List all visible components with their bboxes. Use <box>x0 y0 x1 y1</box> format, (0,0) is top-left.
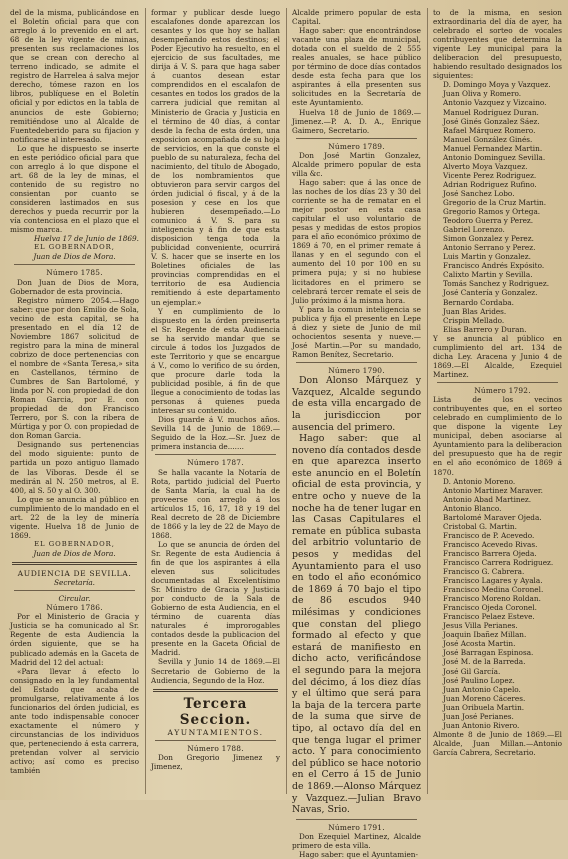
list-item: Francisco Ojeda Coronel. <box>443 603 537 613</box>
notice-number: Número 1792. <box>474 385 531 395</box>
paragraph: Hago saber: que á las once de las noches de los días 23 y 30 del corriente se ha de rematar en el mejor postor en esta casa capitular el uso voluntario de pesas y medidas de estos propios para el año económico próximo de 1869 á 70, en el primer remate á llanas y en el segundo con el aumento del 10 por 100 en su primera puja; y si no hubiese licitadores en el primero se celebrará tercer remate el seis de Julio próximo á la misma hora. <box>292 178 421 305</box>
paragraph: Alcalde primero popular de esta Capital. <box>292 8 421 27</box>
governor-name: Juan de Dios de Mora. <box>33 252 116 262</box>
list-item: Francisco Pelaez Esteve. <box>443 612 535 622</box>
name-list <box>433 477 562 730</box>
list-item: Cristobal G. Martin. <box>443 521 517 531</box>
list-item: Jesus Villa Perianes. <box>443 621 518 631</box>
list-item: Antonio Blanco. <box>443 503 502 513</box>
section-subheading: Secretaría. <box>54 578 95 588</box>
list-item: Francisco G. Cabrera. <box>443 567 525 577</box>
paragraph: Don Ezequiel Martinez, Alcalde primero de esta villa. <box>292 831 421 850</box>
list-item: Bartolomé Maraver Ojeda. <box>443 512 542 522</box>
list-item: Francisco Moreno Roldan. <box>443 594 541 604</box>
list-item: D. Domingo Moya y Vazquez. <box>443 80 551 90</box>
section-heading: AUDIENCIA DE SEVILLA. <box>17 568 132 578</box>
paragraph: Don José Martin Gonzalez, Alcalde primero popular de esta villa &c. <box>292 150 421 178</box>
governor-label: EL GOBERNADOR, <box>34 243 115 252</box>
notice-number: Número 1788. <box>187 743 244 753</box>
list-item: Antonio Dominguez Sevilla. <box>443 152 546 162</box>
notice-number: Número 1786. <box>46 603 103 613</box>
list-item: Manuel Fernandez Martin. <box>443 143 543 153</box>
list-item: Alverto Moya Vazquez. <box>443 161 528 171</box>
section-divider <box>12 562 137 565</box>
list-item: Juan Antonio Capelo. <box>443 684 521 694</box>
paragraph: del de la misma, publicándose en el Boletín oficial para que con arreglo á lo prevenido en el art. 68 de la ley vigente de minas, presenten sus reclamaciones los que se crean con derecho al terreno indicado, se admite el registro de Harrelea á salva mejor derecho, tómese razon en los libros, publíquese en el Boletín oficial y por edictos en la tabla de anuncios de este Gobierno; remitiéndose uno al Alcalde de Fuentedeberido para su fijacion y notificarse al interesado. <box>10 8 139 144</box>
list-item: Tomás Sanchez y Rodriguez. <box>443 279 550 289</box>
list-item: Antonio Abad Martinez. <box>443 494 532 504</box>
column-3 <box>286 8 421 859</box>
list-item: Antonio Vazquez y Vizcaino. <box>443 98 547 108</box>
list-item: D. Antonio Moreno. <box>443 476 516 486</box>
paragraph: Hago saber: que al noveno día contados desde en que aparezca inserto este anuncio en el Boletín oficial de esta provincia, y entre ocho y nueve de la noche ha de tener lugar en las Casas Capitulares el remate en pública subasta del arbitrio voluntario de pesos y medidas del Ayuntamiento para el uso en todo el año económico de 1869 á 70 bajo el tipo de 86 escudos 940 milésimas y condiciones que constan del pliego formado al efecto y que estará de manifiesto en dicho acto, verificándose el segundo para la mejora del décimo, á los diez días y el último que será para la baja de la tercera parte de la suma que sirve de tipo, al octavo día del en que tenga lugar el primer acto. Y para conocimiento del público se hace notorio en el Cerro á 15 de Junio de 1869.—Alonso Márquez y Vazquez.—Julian Bravo Navas, Srio. <box>292 433 421 816</box>
list-item: Francisco Acevedo Rivas. <box>443 539 538 549</box>
list-item: José Cantería y Gonzalez. <box>443 288 538 298</box>
list-item: José Acosta Martin. <box>443 639 516 649</box>
paragraph: to de la misma, en sesion extraordinaria del día de ayer, ha celebrado el sorteo de vocales contribuyentes que determina la vigente Ley municipal para la deliberacion del presupuesto, habiendo resultado designados los siguientes: <box>433 8 562 81</box>
list-item: José Barragan Espinosa. <box>443 648 534 658</box>
list-item: José Ginés Gonzalez Sáez. <box>443 116 540 126</box>
notice-number: Número 1787. <box>187 458 244 468</box>
divider <box>155 740 276 741</box>
section-subtitle: AYUNTAMIENTOS. <box>167 727 264 737</box>
paragraph: Hago saber: que el Ayuntamien- <box>299 850 418 859</box>
paragraph: Lo que se anuncia al público en cumplimiento de lo mandado en el art. 22 de la ley de minería vigente. Huelva 18 de Junio de 1869. <box>10 494 139 540</box>
list-item: Teodoro Guerra y Perez. <box>443 216 534 226</box>
paragraph: Dios guarde á V. muchos años. Sevilla 14 de Junio de 1869.—Seguido de la Hoz.—Sr. Juez de primera instancia de....... <box>151 415 280 452</box>
paragraph: Se halla vacante la Notaría de Rota, partido judicial del Puerto de Santa María, la cual ha de proveerse con arreglo á los artículos 15, 16, 17, 18 y 19 del Real decreto de 28 de Diciembre de 1866 y la ley de 22 de Mayo de 1868. <box>151 467 280 540</box>
list-item: José Paulino Lopez. <box>443 675 515 685</box>
divider <box>14 590 135 591</box>
paragraph: Hago saber: que encontrándose vacante una plaza de municipal, dotada con el sueldo de 2 555 reales anuales, se hace público por término de doce días contados desde esta fecha para que los aspirantes á ella presenten sus solicitudes en la Secretaría de este Ayuntamiento. <box>292 26 421 108</box>
paragraph: Don Gregorio Jimenez y Jimenez, <box>151 752 280 771</box>
paragraph: Lista de los vecinos contribuyentes que, en el sorteo celebrado en cumplimiento de lo que dispone la vigente Ley municipal, deben asociarse al Ayuntamiento para la deliberacion del presupuesto que ha de regir en el año económico de 1869 á 1870. <box>433 395 562 477</box>
notice-number: Número 1785. <box>46 268 103 278</box>
list-item: Francisco Lagares y Ayala. <box>443 576 543 586</box>
paragraph: Y en cumplimiento de lo dispuesto en la órden preinserta el Sr. Regente de esta Audiencia se ha servido mandar que se circule á todos los Juzgados de este Territorio y que se encargue á V., como lo verifico de su órden, que procure darle toda la publicidad posible, á fin de que llegue a conocimiento de todas las personas á quienes pueda interesar su contenido. <box>151 306 280 416</box>
list-item: Gabriel Lorenzo. <box>443 225 505 235</box>
list-item: Joaquin Ibañez Millan. <box>443 630 527 640</box>
paragraph: Por el Ministerio de Gracia y Justicia se ha comunicado al Sr. Regente de esta Audiencia la órden siguiente, que se ha publicado además en la Gaceta de Madrid del 12 del actual: <box>10 612 139 667</box>
paragraph: «Para llevar á efecto lo consignado en la ley fundamental del Estado que acaba de promulgarse, relativamente á los funcionarios del órden judicial, es ante todo indispensable conocer exactamente el número y circunstancias de los individuos que, perteneciendo á esta carrera, pretendan volver al servicio activo; así como es preciso también <box>10 666 139 776</box>
paragraph: Y para la comun inteligencia se publica y fija el presente en Lepe á diez y siete de Junio de mil ochocientos sesenta y nueve.—José Martin.—Por su mandado, Ramon Benítez, Secretario. <box>292 304 421 359</box>
list-item: Juan Antonio Rivero. <box>443 720 520 730</box>
list-item: Antonio Martinez Maraver. <box>443 485 543 495</box>
section-divider <box>153 689 278 692</box>
paragraph: Huelva 18 de Junio de 1869.—Jimenez.—P. A. D. A., Enrique Gaimero, Secretario. <box>292 107 421 135</box>
paragraph: Don Juan de Dios de Mora, Gobernador de esta provincia. <box>10 277 139 296</box>
list-item: Francisco de P. Acevedo. <box>443 530 535 540</box>
paragraph: Y se anuncia al público en cumplimiento del art. 134 de dicha Ley. Aracena y Junio 4 de 1869.—El Alcalde, Ezequiel Martinez. <box>433 333 562 379</box>
list-item: Simon Gonzalez y Perez. <box>443 234 534 244</box>
notice-number: Número 1791. <box>328 822 385 832</box>
list-item: José Gil García. <box>443 666 501 676</box>
paragraph: Don Alonso Márquez y Vazquez, Alcalde segundo de esta villa encargado de la jurisdiccion por ausencia del primero. <box>292 375 421 433</box>
column-2 <box>145 8 280 794</box>
list-item: Juan Blas Arides. <box>443 306 507 316</box>
paragraph: formar y publicar desde luego escalafones donde aparezcan los cesantes y los que hoy se hallan desempeñando estos destinos; el Poder Ejecutivo ha resuelto, en el ejercicio de sus facultades, me dirija á V. S. para que haga saber á cuantos desean estar comprendidos en el escalafon de cesantes en todos los grados de la carrera judicial que remitan al Ministerio de Gracia y Justicia en el término de 40 días, á contar desde la fecha de esta órden, una exposicion acompañada de su hoja de servicios, en la que conste el pueblo de su naturaleza, fecha del nacimiento, del título de Abogado, de los nombramientos que obtuvieron para servir cargos del órden judicial ó fiscal, y á de la posesion y cese en los que hubieren desempeñado.—Lo comunico á V. S. para su inteligencia y á fin de que esta disposicion tenga toda la publicidad conveniente, ocurrirá V. S. hacer que se inserte en los Boletines oficiales de las provincias comprendidas en el territorio de esa Audiencia remitiendo á este departamento un ejemplar.» <box>151 8 280 307</box>
list-item: Crispin Mellado. <box>443 315 505 325</box>
circular-label: Circular. <box>58 594 91 604</box>
list-item: Manuel González Ginés. <box>443 134 533 144</box>
paragraph: Registro número 2054.—Hago saber: que por don Emilio de Sola, vecino de esta capital, se ha presentado en el día 12 de Noviembre 1867 solicitud de registro para la mina de mineral cobrizo de doce pertenencias con el nombre de «Santa Teresa,» sita en Castellanos, término de Cumbres de San Bartolomé, y linda por N. con propiedad de don Roman Garcia, por E. con propiedad de don Francisco Terrero, por S. con la ribera de Múrtiga y por O. con propiedad de don Roman Garcia. <box>10 295 139 441</box>
divider <box>296 819 417 820</box>
list-item: Francisco Carrera Rodriguez. <box>443 557 554 567</box>
notice-number: Número 1789. <box>328 141 385 151</box>
list-item: José M. de la Barreda. <box>443 657 526 667</box>
governor-label: EL GOBERNADOR, <box>34 539 115 548</box>
divider <box>14 264 135 265</box>
list-item: José Sanchez Lobo. <box>443 188 515 198</box>
list-item: Gregorio Ramos y Ortega. <box>443 207 541 217</box>
list-item: Bernardo Cordaba. <box>443 297 514 307</box>
list-item: Juan Oribuela Martin. <box>443 702 525 712</box>
list-item: Elias Barrero y Duran. <box>443 324 527 334</box>
list-item: Vicente Perez Rodriguez. <box>443 170 537 180</box>
list-item: Francisco Medina Coronel. <box>443 585 544 595</box>
divider <box>437 382 558 383</box>
divider <box>296 362 417 363</box>
list-item: Francisco Andrés Expósito. <box>443 261 545 271</box>
list-item: Adrian Rodriguez Rufino. <box>443 179 537 189</box>
list-item: Francisco Barrera Ojeda. <box>443 548 537 558</box>
paragraph: Almonte 8 de Junio de 1869.—El Alcalde, Juan Millan.—Antonio García Cabrera, Secretario. <box>433 729 562 757</box>
list-item: Rafael Márquez Romero. <box>443 125 536 135</box>
list-item: Luis Martin y Gonzalez. <box>443 252 531 262</box>
columns <box>10 8 562 859</box>
list-item: Juan Moreno Cáceres. <box>443 693 526 703</box>
list-item: Antonio Serrano y Perez. <box>443 243 536 253</box>
list-item: Gregorio de la Cruz Martin. <box>443 197 547 207</box>
list-item: Manuel Rodriguez Duran. <box>443 107 539 117</box>
paragraph: Lo que se anuncia de órden del Sr. Regente de esta Audiencia á fin de que los aspirantes á ella eleven sus solicitudes documentadas al Excelentísimo Sr. Ministro de Gracia y Justicia por conducto de la Sala de Gobierno de esta Audiencia, en el término de cuarenta días naturales é improrogables contados desde la publicacion del presente en la Gaceta Oficial de Madrid. <box>151 539 280 658</box>
date-line: Huelva 17 de Junio de 1869. <box>34 234 139 244</box>
paragraph: Lo que he dispuesto se inserte en este periódico oficial para que con arreglo á lo que dispone el art. 68 de la ley de minas, el contenido de su registro no consientan por cuanto se consideren lastimados en sus derechos y pueda recurrir por la vía contenciosa en el plazo que el mismo marca. <box>10 143 139 235</box>
section-title: Tercera Seccion. <box>179 695 252 728</box>
divider <box>296 138 417 139</box>
list-item: Calixto Martin y Sevilla. <box>443 270 533 280</box>
column-4 <box>427 8 562 794</box>
column-1 <box>10 8 139 794</box>
list-item: Juan Oliva y Romero. <box>443 89 522 99</box>
paragraph: Designando sus pertenencias del modo siguiente: punto de partida un pozo antiguo llamado de las Víboras. Desde él se medirán al N. 250 metros, al E. 400, al S. 50 y al O. 300. <box>10 440 139 495</box>
governor-name: Juan de Dios de Mora. <box>33 548 116 558</box>
notice-number: Número 1790. <box>328 365 385 375</box>
name-list <box>433 80 562 333</box>
paragraph: Sevilla y Junio 14 de 1869.—El Secretario de Gobierno de la Audiencia, Segundo de la Hoz. <box>151 657 280 685</box>
divider <box>155 454 276 455</box>
list-item: Juan José Perianes. <box>443 711 514 721</box>
